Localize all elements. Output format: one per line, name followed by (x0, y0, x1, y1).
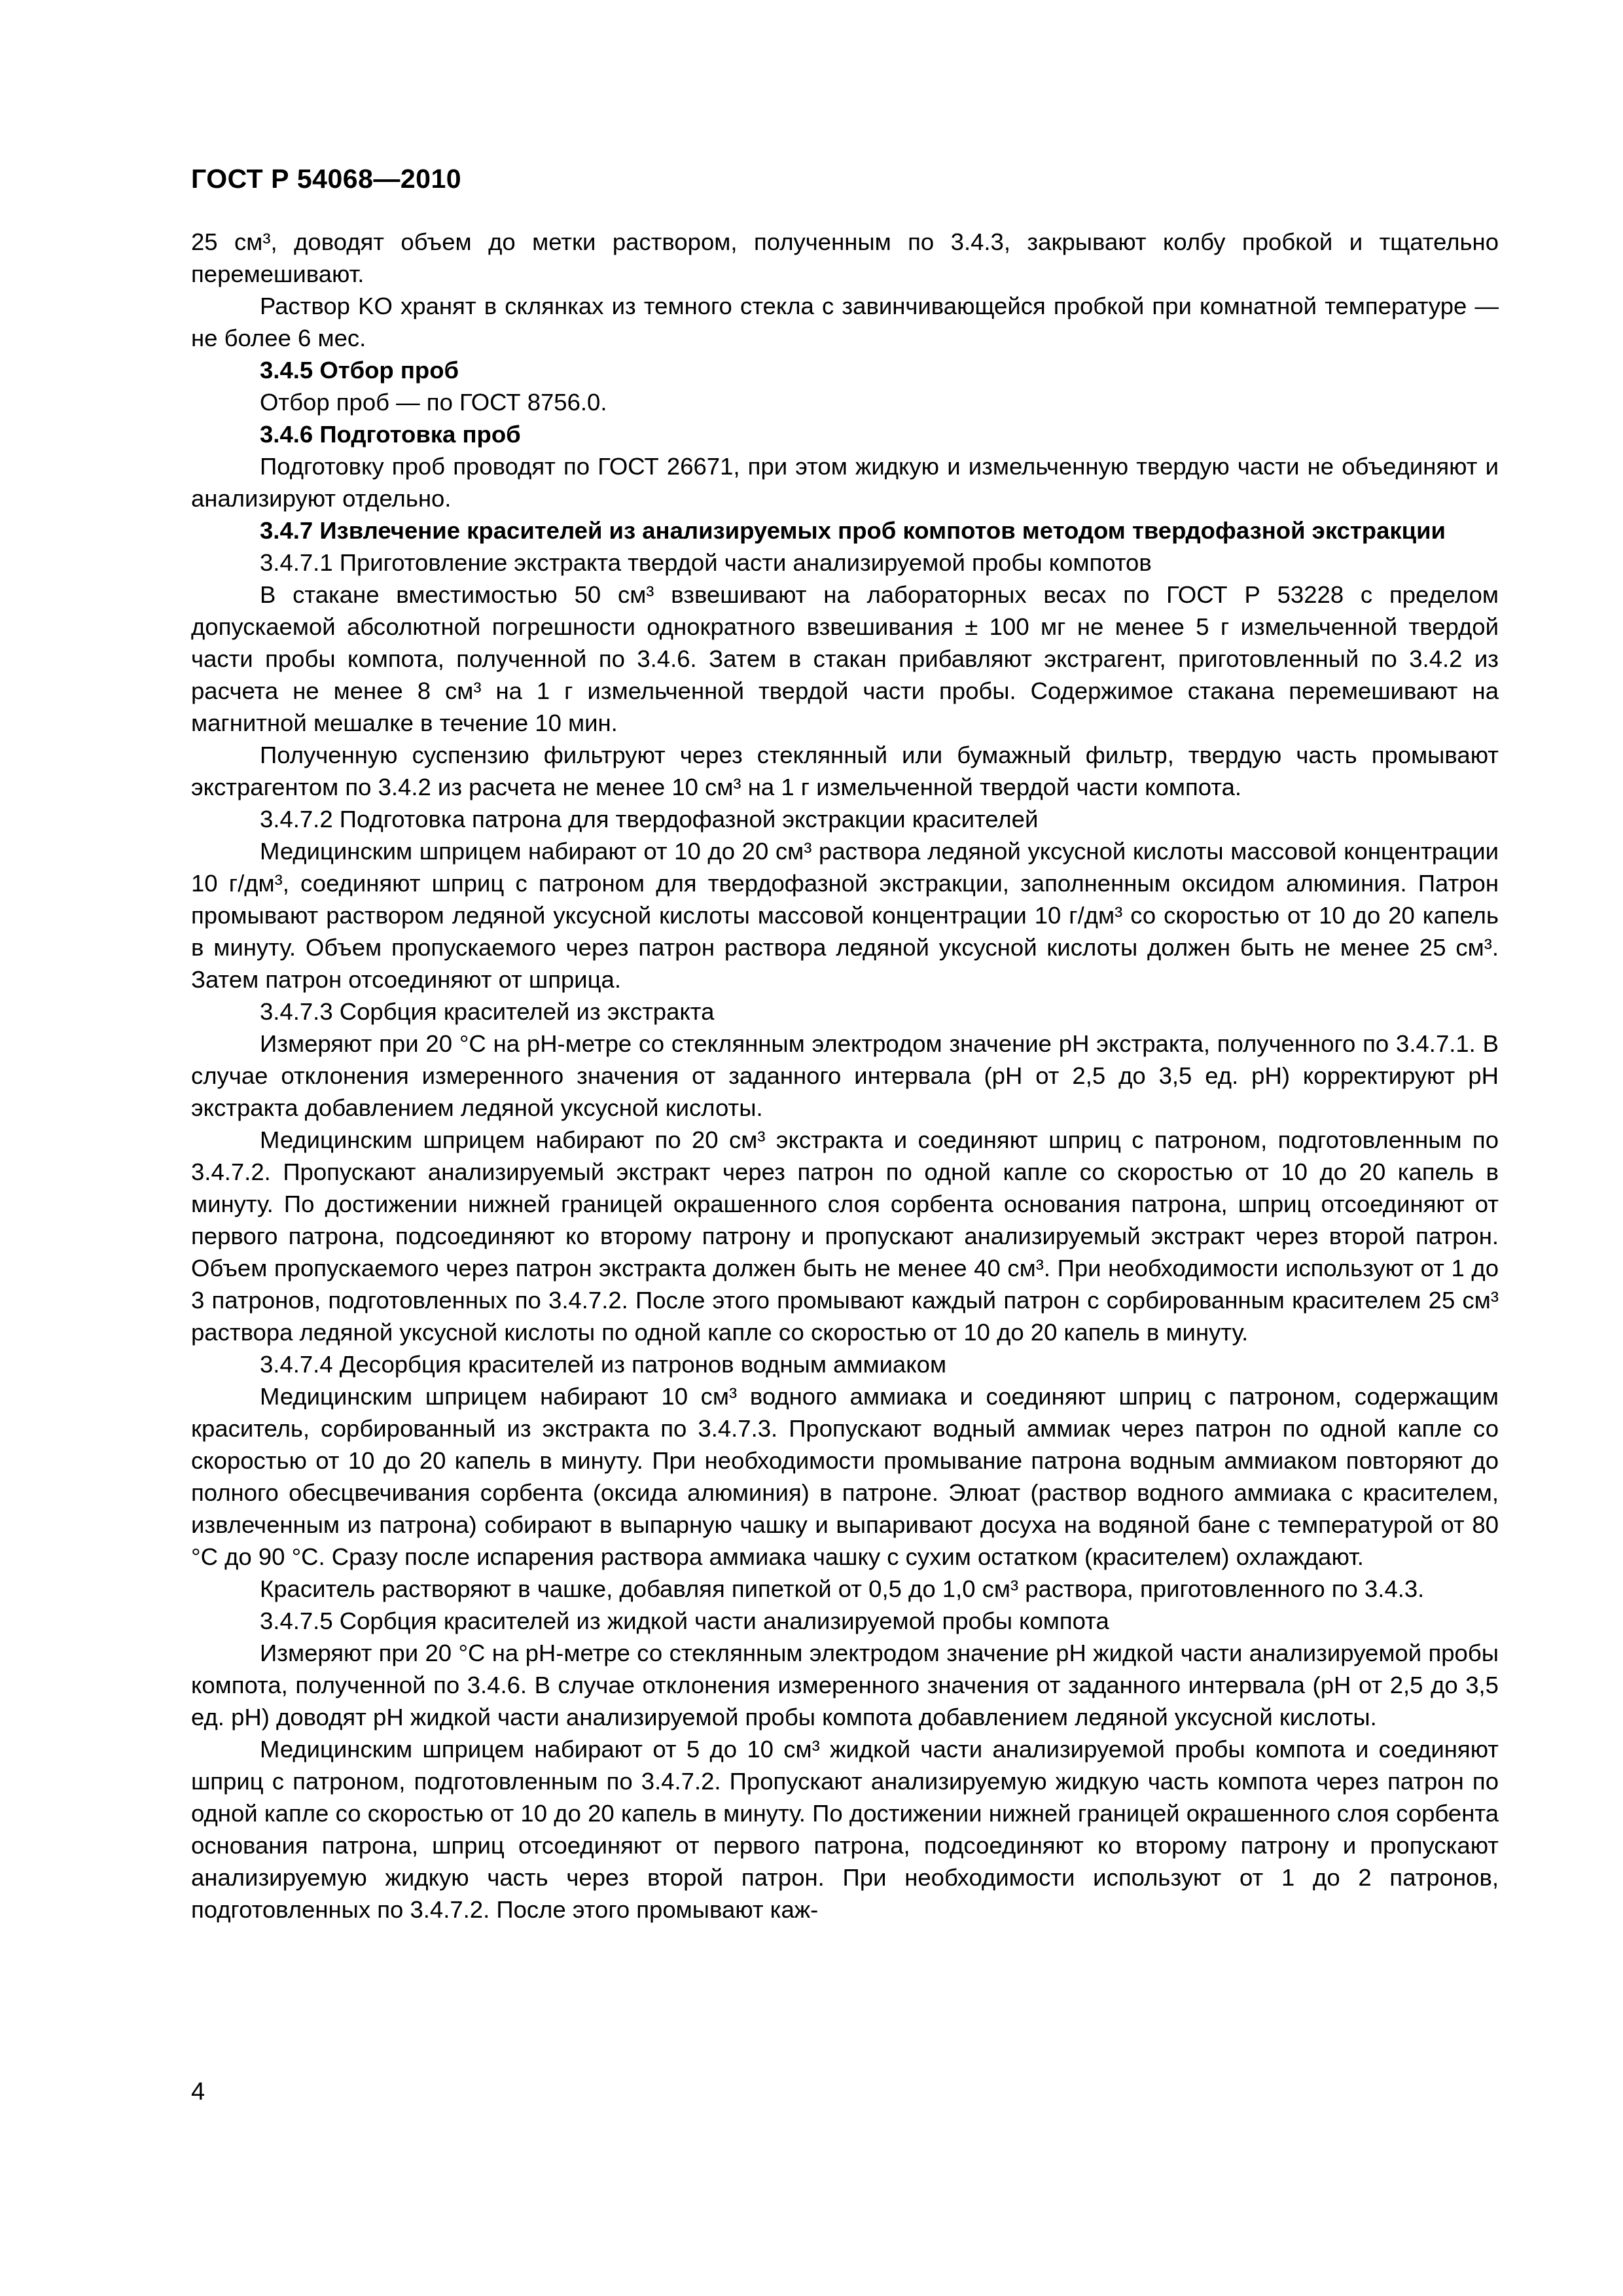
subsection-title: 3.4.7.4 Десорбция красителей из патронов водным аммиаком (260, 1351, 947, 1378)
paragraph: Подготовку проб проводят по ГОСТ 26671, при этом жидкую и измельченную твердую части не объединяют и анализируют отдельно. (191, 453, 1499, 512)
paragraph: 25 см³, доводят объем до метки раствором, полученным по 3.4.3, закрывают колбу пробкой и тщательно перемешивают. (191, 228, 1499, 287)
section-heading: 3.4.7 Извлечение красителей из анализируемых проб компотов методом твердофазной экстракции (260, 517, 1446, 544)
page-number: 4 (191, 2078, 205, 2106)
paragraph: Полученную суспензию фильтруют через стеклянный или бумажный фильтр, твердую часть промывают экстрагентом по 3.4.2 из расчета не менее 10 см³ на 1 г измельченной твердой части компота. (191, 742, 1499, 800)
subsection-title: 3.4.7.3 Сорбция красителей из экстракта (260, 998, 715, 1025)
paragraph: Медицинским шприцем набирают от 5 до 10 см³ жидкой части анализируемой пробы компота и соединяют шприц с патроном, подготовленным по 3.4.7.2. Пропускают анализируемую жидкую часть компота через патрон по одной капле со скоростью от 10 до 20 капель в минуту. По достижении нижней границей окрашенного слоя сорбента основания патрона, шприц отсоединяют от первого патрона, подсоединяют ко второму патрону и пропускают анализируемую жидкую часть через второй патрон. При необходимости используют от 1 до 2 патронов, подготовленных по 3.4.7.2. После этого промывают каж- (191, 1736, 1499, 1923)
document-body (191, 226, 1499, 1926)
document-header: ГОСТ Р 54068—2010 (191, 164, 462, 194)
subsection-title: 3.4.7.2 Подготовка патрона для твердофазной экстракции красителей (260, 806, 1039, 833)
paragraph: Отбор проб — по ГОСТ 8756.0. (260, 389, 607, 416)
section-heading: 3.4.5 Отбор проб (260, 357, 459, 384)
paragraph: В стакане вместимостью 50 см³ взвешивают на лабораторных весах по ГОСТ Р 53228 с пределом допускаемой абсолютной погрешности однократного взвешивания ± 100 мг не менее 5 г измельченной твердой части пробы компота, полученной по 3.4.6. Затем в стакан прибавляют экстрагент, приготовленный по 3.4.2 из расчета не менее 8 см³ на 1 г измельченной твердой части пробы. Содержимое стакана перемешивают на магнитной мешалке в течение 10 мин. (191, 581, 1499, 736)
paragraph: Медицинским шприцем набирают от 10 до 20 см³ раствора ледяной уксусной кислоты массовой концентрации 10 г/дм³, соединяют шприц с патроном для твердофазной экстракции, заполненным оксидом алюминия. Патрон промывают раствором ледяной уксусной кислоты массовой концентрации 10 г/дм³ со скоростью от 10 до 20 капель в минуту. Объем пропускаемого через патрон раствора ледяной уксусной кислоты должен быть не менее 25 см³. Затем патрон отсоединяют от шприца. (191, 838, 1499, 993)
subsection-title: 3.4.7.1 Приготовление экстракта твердой части анализируемой пробы компотов (260, 549, 1152, 576)
paragraph: Измеряют при 20 °С на pH-метре со стеклянным электродом значение pH жидкой части анализируемой пробы компота, полученной по 3.4.6. В случае отклонения измеренного значения от заданного интервала (pH от 2,5 до 3,5 ед. pH) доводят pH жидкой части анализируемой пробы компота добавлением ледяной уксусной кислоты. (191, 1640, 1499, 1731)
paragraph: Медицинским шприцем набирают 10 см³ водного аммиака и соединяют шприц с патроном, содержащим краситель, сорбированный из экстракта по 3.4.7.3. Пропускают водный аммиак через патрон по одной капле со скоростью от 10 до 20 капель в минуту. При необходимости промывание патрона водным аммиаком повторяют до полного обесцвечивания сорбента (оксида алюминия) в патроне. Элюат (раствор водного аммиака с красителем, извлеченным из патрона) собирают в выпарную чашку и выпаривают досуха на водяной бане с температурой от 80 °С до 90 °С. Сразу после испарения раствора аммиака чашку с сухим остатком (красителем) охлаждают. (191, 1383, 1499, 1570)
paragraph: Раствор KO хранят в склянках из темного стекла с завинчивающейся пробкой при комнатной температуре — не более 6 мес. (191, 293, 1499, 351)
paragraph: Краситель растворяют в чашке, добавляя пипеткой от 0,5 до 1,0 см³ раствора, приготовленного по 3.4.3. (260, 1575, 1425, 1602)
subsection-title: 3.4.7.5 Сорбция красителей из жидкой части анализируемой пробы компота (260, 1607, 1109, 1634)
paragraph: Измеряют при 20 °С на pH-метре со стеклянным электродом значение pH экстракта, полученного по 3.4.7.1. В случае отклонения измеренного значения от заданного интервала (pH от 2,5 до 3,5 ед. pH) корректируют pH экстракта добавлением ледяной уксусной кислоты. (191, 1030, 1499, 1121)
paragraph: Медицинским шприцем набирают по 20 см³ экстракта и соединяют шприц с патроном, подготовленным по 3.4.7.2. Пропускают анализируемый экстракт через патрон по одной капле со скоростью от 10 до 20 капель в минуту. По достижении нижней границей окрашенного слоя сорбента основания патрона, шприц отсоединяют от первого патрона, подсоединяют ко второму патрону и пропускают анализируемый экстракт через второй патрон. Объем пропускаемого через патрон экстракта должен быть не менее 40 см³. При необходимости используют от 1 до 3 патронов, подготовленных по 3.4.7.2. После этого промывают каждый патрон с сорбированным красителем 25 см³ раствора ледяной уксусной кислоты по одной капле со скоростью от 10 до 20 капель в минуту. (191, 1126, 1499, 1346)
section-heading: 3.4.6 Подготовка проб (260, 421, 521, 448)
